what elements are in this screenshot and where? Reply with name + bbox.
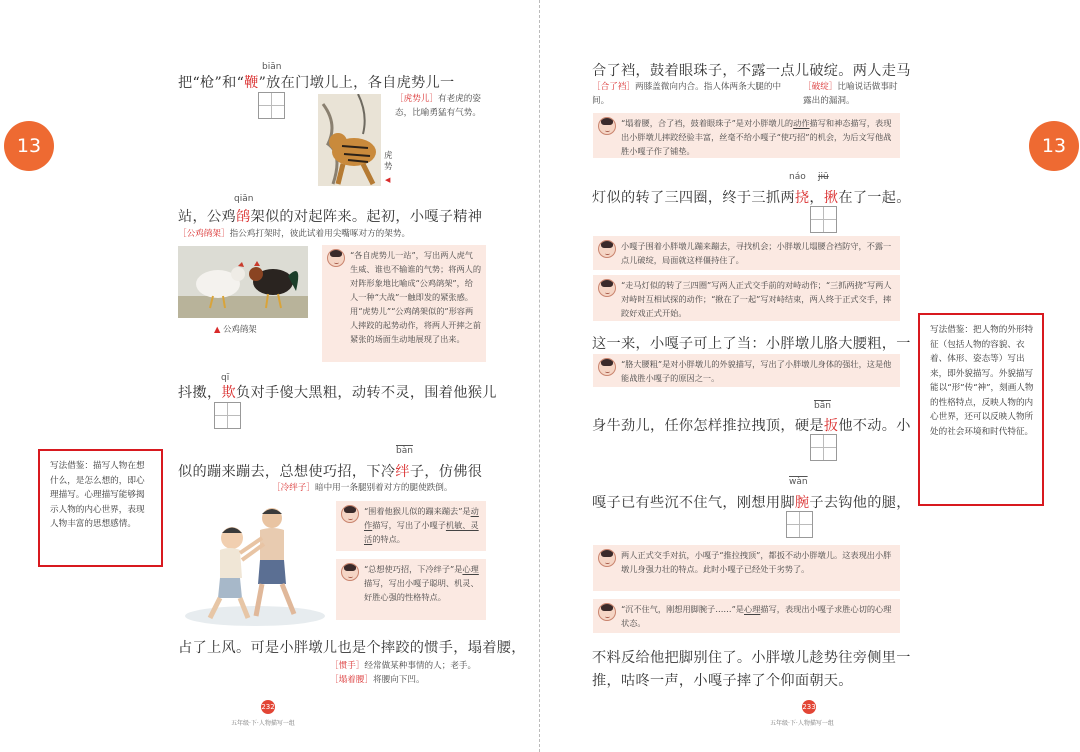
annotation-note: “塌着腰，合了裆，鼓着眼珠子”是对小胖墩儿的动作描写和神态描写，表现出小胖墩儿摔跤经验丰富，丝毫不给小嘎子“使巧招”的机会，为后文写他战胜小嘎子作了铺垫。 [593,113,900,158]
pinyin: biān [262,62,282,72]
student-avatar-icon [598,117,616,135]
lesson-number-tab: 13 [4,121,54,171]
pinyin: $\overline{bàn}$ [396,446,413,456]
pinyin: $\overline{bān}$ [814,401,831,411]
caption-arrow-icon: ◀ [385,176,391,184]
writing-grid [258,92,285,119]
text-line: 灯似的转了三四圈，终于三抓两挠，揪在了一起。 [592,190,911,206]
page-footer: 五年级·下·人物描写一组 [231,720,295,727]
student-avatar-icon [341,563,359,581]
pinyin: náo [789,172,806,182]
text-line: 抖擞，欺负对手傻大黑粗，动转不灵，围着他猴儿 [178,385,497,401]
rooster-photo [178,246,308,318]
page-number: 233 [802,700,816,714]
page-footer: 五年级·下·人物描写一组 [770,720,834,727]
gloss-bottom: ［惯手］经常做某种事情的人；老手。 ［塌着腰］将腰向下凹。 [330,661,477,685]
pinyin: qī [221,373,230,383]
text-line: 合了裆，鼓着眼珠子，不露一点儿破绽。两人走马 [592,63,911,79]
writing-tip-box: 写法借鉴：描写人物在想什么，是怎么想的，即心理描写。心理描写能够揭示人物的内心世界，表现人物丰富的思想感情。 [38,449,163,567]
annotation-note: “胳大腰粗”是对小胖墩儿的外貌描写，写出了小胖墩儿身体的强壮，这是他能战胜小嘎子的原因之一。 [593,354,900,387]
text-line: 身牛劲儿，任你怎样推拉拽顶，硬是扳他不动。小 [592,418,911,434]
writing-grid [214,402,241,429]
page-number: 232 [261,700,275,714]
writing-grid [810,206,837,233]
student-avatar-icon [598,549,616,567]
gloss-pozhan: ［破绽］比喻说话做事时露出的漏洞。 [803,82,898,106]
annotation-note: “围着他猴儿似的蹦来蹦去”是动作描写，写出了小嘎子机敏、灵活的特点。 [336,501,486,551]
annotation-note: “沉不住气，刚想用脚腕子……”是心理描写，表现出小嘎子求胜心切的心理状态。 [593,599,900,633]
annotation-note: “总想使巧招，下冷绊子”是心理描写，写出小嘎子聪明、机灵、好胜心强的性格特点。 [336,559,486,620]
text-line: 似的蹦来蹦去，总想使巧招，下冷绊子，仿佛很 [178,464,483,480]
text-line: 嘎子已有些沉不住气，刚想用脚腕子去钩他的腿， [592,495,911,511]
text-line: 占了上风。可是小胖墩儿也是个摔跤的惯手，塌着腰， [178,640,526,656]
text-line: 把“枪”和“鞭”放在门墩儿上，各自虎势儿一 [178,75,455,91]
annotation-note: “走马灯似的转了三四圈”写两人正式交手前的对峙动作；“三抓两挠”写两人对峙时互相试探的动作；“揪在了一起”写对峙结束，两人终于正式交手，摔跤好戏正式开始。 [593,275,900,321]
gloss-lengbanzi: ［冷绊子］暗中用一条腿别着对方的腿使跌倒。 [272,483,453,493]
pinyin: qiān [234,194,254,204]
book-spine [539,0,540,752]
student-avatar-icon [598,358,616,376]
text-line: 这一来，小嘎子可上了当：小胖墩儿胳大腰粗，一 [592,336,911,352]
student-avatar-icon [341,505,359,523]
text-line: 推，咕咚一声，小嘎子摔了个仰面朝天。 [592,673,853,689]
student-avatar-icon [598,279,616,297]
writing-grid [810,434,837,461]
pinyin: jiū [818,172,829,182]
gloss-hushi: ［虎势儿］有老虎的姿态，比喻勇猛有气势。 [395,94,481,118]
text-line: 站，公鸡鹐架似的对起阵来。起初，小嘎子精神 [178,209,483,225]
wrestling-boys-illustration [180,498,330,628]
tiger-painting [318,94,381,186]
pinyin: $\overline{wàn}$ [789,477,808,487]
rooster-caption: ▲ 公鸡鹐架 [214,324,257,334]
student-avatar-icon [598,603,616,621]
annotation-note: 两人正式交手对抗，小嘎子“推拉拽顶”，都扳不动小胖墩儿。这表现出小胖墩儿身强力壮的特点。此时小嘎子已经处于劣势了。 [593,545,900,591]
writing-tip-box: 写法借鉴：把人物的外形特征（包括人物的容貌、衣着、体形、姿态等）写出来，即外貌描写。外貌描写能以“形”传“神”，刻画人物的性格特点，反映人物的内心世界，还可以反映人物所处的社会环境和时代特征。 [918,313,1044,506]
lesson-number-tab: 13 [1029,121,1079,171]
writing-grid [786,511,813,538]
text-line: 不料反给他把脚别住了。小胖墩儿趁势往旁侧里一 [592,650,911,666]
gloss-hedang: ［合了裆］两膝盖微向内合。指人体两条大腿的中间。 [592,82,782,106]
tiger-caption: 虎势 [384,150,393,171]
gloss-gongji: ［公鸡鹐架］指公鸡打架时，彼此试着用尖嘴啄对方的架势。 [178,229,411,239]
annotation-note: “各自虎势儿一站”，写出两人虎气生威、谁也不输谁的气势；将两人的对阵形象地比喻成“公鸡鹐架”，给人一种“大战”一触即发的紧张感。用“虎势儿”“公鸡鹐架似的”形容两人摔跤的起势动作，将两人开摔之前紧张的场面生动地展现了出来。 [322,245,486,362]
student-avatar-icon [327,249,345,267]
student-avatar-icon [598,240,616,258]
annotation-note: 小嘎子围着小胖墩儿蹦来蹦去，寻找机会；小胖墩儿塌腰合裆防守，不露一点儿破绽，局面就这样僵持住了。 [593,236,900,270]
